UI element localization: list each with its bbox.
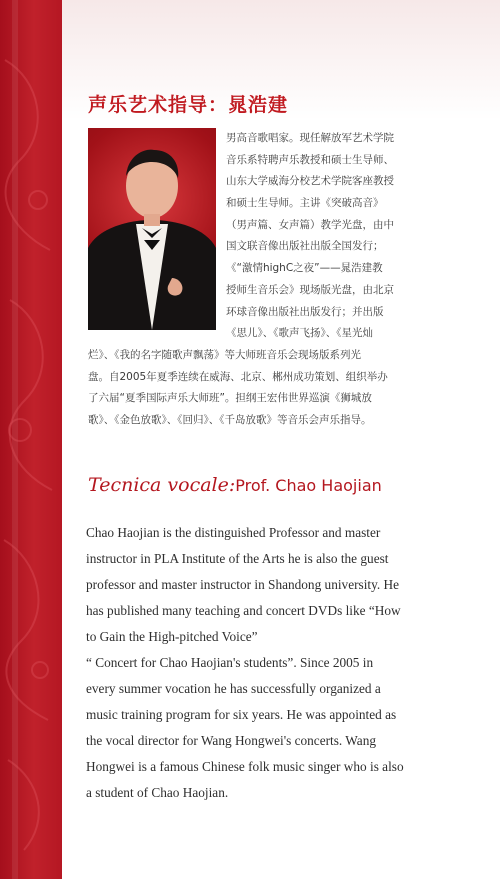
bio-line: Hongwei is a famous Chinese folk music singer who is also: [86, 759, 404, 774]
english-title-name: Prof. Chao Haojian: [235, 476, 382, 495]
bio-line: 《“激情highC之夜”——晁浩建教: [226, 262, 383, 275]
bio-line: 国文联音像出版社出版全国发行；: [226, 240, 384, 253]
bio-line: （男声篇、女声篇）教学光盘，由中: [226, 218, 394, 231]
decorative-red-band: [0, 0, 62, 879]
bio-line: professor and master instructor in Shandong university. He: [86, 577, 400, 592]
portrait-figure-icon: [88, 128, 216, 330]
bio-line: 烂》、《我的名字随歌声飘荡》等大师班音乐会现场版系列光: [88, 349, 361, 361]
bio-line: 山东大学威海分校艺术学院客座教授: [226, 175, 394, 188]
bio-line: has published many teaching and concert DVDs like “How: [86, 603, 401, 618]
floral-pattern-icon: [0, 0, 62, 879]
bio-line: 盘。自2005年夏季连续在威海、北京、郴州成功策划、组织举办: [88, 370, 388, 383]
bio-line: to Gain the High-pitched Voice”: [86, 629, 258, 644]
bio-line: 环球音像出版社出版发行；并出版: [226, 305, 384, 318]
bio-line: instructor in PLA Institute of the Arts he is also the guest: [86, 551, 389, 566]
english-title: [88, 474, 382, 496]
portrait-photo: [88, 128, 216, 330]
bio-line: a student of Chao Haojian.: [86, 785, 229, 800]
bio-line: 了六届“夏季国际声乐大师班”。担纲王宏伟世界巡演《狮城放: [88, 392, 372, 404]
english-title-italic: Tecnica vocale:: [88, 474, 236, 496]
bio-line: 歌》、《金色放歌》、《回归》、《千岛放歌》等音乐会声乐指导。: [88, 413, 372, 426]
bio-line: every summer vocation he has successfully organized a: [86, 681, 381, 696]
chinese-bio-full-text: [88, 345, 448, 431]
bio-line: the vocal director for Wang Hongwei's concerts. Wang: [86, 733, 376, 748]
chinese-title: 声乐艺术指导：晁浩建: [88, 94, 289, 116]
bio-line: 男高音歌唱家。现任解放军艺术学院: [226, 132, 394, 144]
bio-line: 授师生音乐会》现场版光盘，由北京: [226, 283, 394, 296]
bio-line: 《思儿》、《歌声飞扬》、《星光灿: [226, 327, 373, 340]
bio-line: 音乐系特聘声乐教授和硕士生导师、: [226, 153, 394, 166]
bio-line: 和硕士生导师。主讲《突破高音》: [226, 197, 384, 210]
bio-line: Chao Haojian is the distinguished Professor and master: [86, 525, 381, 540]
bio-line: music training program for six years. He was appointed as: [86, 707, 397, 722]
chinese-bio-side-text: [226, 128, 450, 345]
bio-line: “ Concert for Chao Haojian's students”. Since 2005 in: [86, 655, 374, 670]
english-bio-text: [86, 520, 436, 806]
